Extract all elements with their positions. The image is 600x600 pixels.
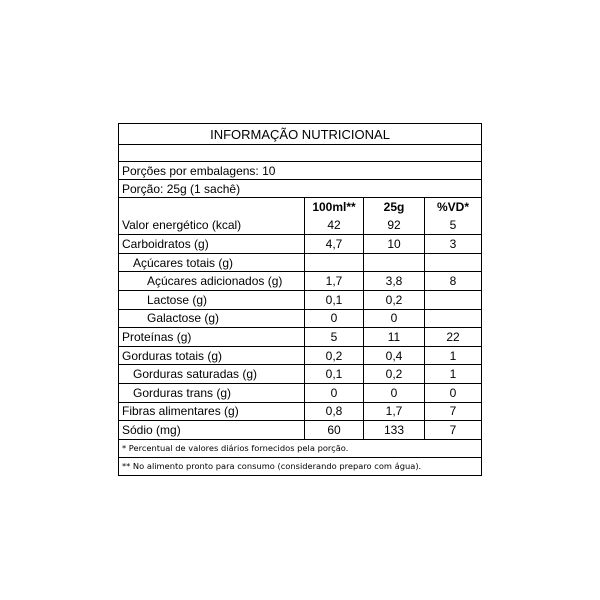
table-row <box>119 364 481 383</box>
daily-value-percent <box>424 310 481 328</box>
daily-value-percent <box>424 254 481 272</box>
table-title <box>119 124 481 144</box>
table-row <box>119 234 481 253</box>
nutrient-label: Carboidratos (g) <box>122 236 209 251</box>
value-per-100ml: 1,7 <box>304 272 363 290</box>
nutrient-label: Açúcares adicionados (g) <box>147 274 283 289</box>
header-daily-value: %VD* <box>424 198 481 216</box>
table-row <box>119 271 481 290</box>
daily-value-percent: 5 <box>424 216 481 235</box>
daily-value-percent: 1 <box>424 347 481 365</box>
daily-value-percent <box>424 291 481 309</box>
value-per-serving: 0 <box>363 310 424 328</box>
value-per-serving: 1,7 <box>363 403 424 421</box>
nutrient-label: Gorduras trans (g) <box>133 385 232 400</box>
header-label <box>119 198 304 216</box>
value-per-100ml: 60 <box>304 421 363 439</box>
nutrient-label: Proteínas (g) <box>122 329 192 344</box>
table-row <box>119 327 481 346</box>
value-per-100ml: 0,1 <box>304 365 363 383</box>
table-row <box>119 309 481 328</box>
value-per-serving: 3,8 <box>363 272 424 290</box>
value-per-serving: 11 <box>363 328 424 346</box>
header-per-100ml: 100ml** <box>304 198 363 216</box>
value-per-serving: 133 <box>363 421 424 439</box>
value-per-100ml: 0,2 <box>304 347 363 365</box>
value-per-serving: 0 <box>363 384 424 402</box>
value-per-serving: 0,2 <box>363 291 424 309</box>
footnote-daily-value: * Percentual de valores diários fornecidos pela porção. <box>119 439 481 457</box>
table-row <box>119 420 481 439</box>
nutrient-label: Gorduras saturadas (g) <box>133 367 258 382</box>
footnote-prepared: ** No alimento pronto para consumo (considerando preparo com água). <box>119 457 481 475</box>
daily-value-percent: 8 <box>424 272 481 290</box>
value-per-100ml: 0 <box>304 310 363 328</box>
daily-value-percent: 7 <box>424 403 481 421</box>
value-per-100ml: 0 <box>304 384 363 402</box>
nutrient-label: Sódio (mg) <box>122 422 181 437</box>
value-per-serving <box>363 254 424 272</box>
daily-value-percent: 3 <box>424 235 481 253</box>
title-text: INFORMAÇÃO NUTRICIONAL <box>210 126 390 142</box>
nutrient-label: Gorduras totais (g) <box>122 348 223 363</box>
table-row <box>119 290 481 309</box>
nutrient-label: Açúcares totais (g) <box>133 255 234 270</box>
table-row <box>119 253 481 272</box>
daily-value-percent: 1 <box>424 365 481 383</box>
nutrition-facts-table <box>118 123 482 476</box>
daily-value-percent: 7 <box>424 421 481 439</box>
table-row <box>119 402 481 421</box>
value-per-serving: 0,4 <box>363 347 424 365</box>
value-per-100ml: 0,1 <box>304 291 363 309</box>
nutrient-rows <box>119 216 481 439</box>
nutrient-label: Fibras alimentares (g) <box>122 404 239 419</box>
value-per-100ml <box>304 254 363 272</box>
value-per-100ml: 4,7 <box>304 235 363 253</box>
header-per-serving: 25g <box>363 198 424 216</box>
daily-value-percent: 22 <box>424 328 481 346</box>
value-per-100ml: 0,8 <box>304 403 363 421</box>
table-row <box>119 216 481 235</box>
table-row <box>119 383 481 402</box>
servings-per-package: Porções por embalagens: 10 <box>119 161 481 179</box>
value-per-100ml: 5 <box>304 328 363 346</box>
column-header-row <box>119 197 481 216</box>
value-per-serving: 10 <box>363 235 424 253</box>
nutrient-label: Lactose (g) <box>147 292 208 307</box>
value-per-100ml: 42 <box>304 216 363 235</box>
blank-row <box>119 144 481 161</box>
daily-value-percent: 0 <box>424 384 481 402</box>
table-row <box>119 346 481 365</box>
value-per-serving: 0,2 <box>363 365 424 383</box>
nutrient-label: Galactose (g) <box>147 311 220 326</box>
value-per-serving: 92 <box>363 216 424 235</box>
serving-size: Porção: 25g (1 sachê) <box>119 179 481 197</box>
nutrient-label: Valor energético (kcal) <box>122 217 242 232</box>
